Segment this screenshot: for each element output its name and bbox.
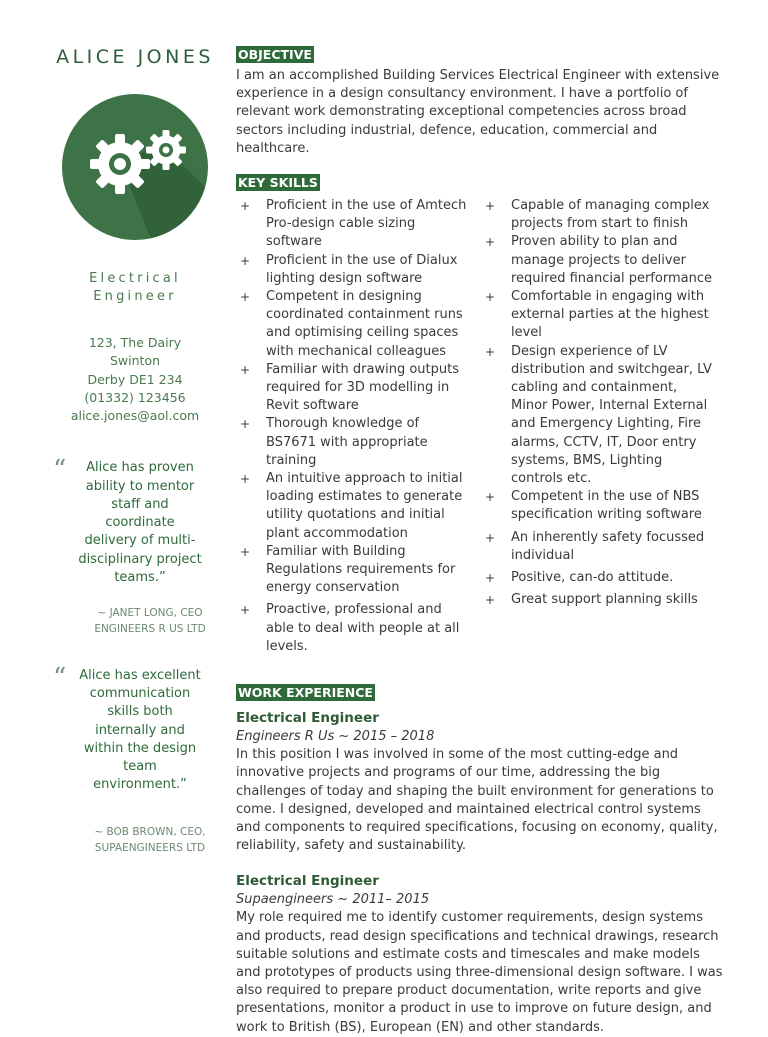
skill-item <box>481 343 726 489</box>
plus-bullet-icon: + <box>240 472 251 487</box>
address-line: Derby DE1 234 <box>87 371 183 387</box>
author-name: ~ BOB BROWN, CEO, <box>94 826 206 839</box>
objective-heading: OBJECTIVE <box>238 47 312 62</box>
skill-item <box>236 415 481 470</box>
skill-item <box>481 488 726 524</box>
email-address: alice.jones@aol.com <box>70 408 200 424</box>
plus-bullet-icon: + <box>485 235 496 250</box>
job-title-line: Engineer <box>93 289 177 304</box>
skill-text: Great support planning skills <box>511 592 698 608</box>
plus-bullet-icon: + <box>485 593 496 608</box>
address-line: 123, The Dairy <box>88 335 182 350</box>
skill-text: Capable of managing complex projects from start to finish <box>511 198 710 232</box>
testimonial-author <box>70 824 230 856</box>
skill-text: Proficient in the use of Dialux lighting design software <box>266 252 458 286</box>
plus-bullet-icon: + <box>485 199 496 214</box>
skill-item <box>481 569 726 587</box>
skill-text: Positive, can-do attitude. <box>511 570 674 586</box>
plus-bullet-icon: + <box>240 544 251 559</box>
testimonial <box>40 662 230 856</box>
skill-item <box>236 601 481 656</box>
skill-item <box>236 543 481 598</box>
job-employer-dates: Engineers R Us ~ 2015 – 2018 <box>236 729 435 745</box>
objective-text: I am an accomplished Building Services Electrical Engineer with extensive experience in a design consultancy environment. I have a portfolio of relevant work demonstrating exceptional competencies across broad sectors including industrial, defence, education, commercial and healthcare. <box>236 68 720 156</box>
phone-number: (01332) 123456 <box>84 389 186 405</box>
skills-section <box>236 172 726 656</box>
testimonial-author <box>70 605 230 637</box>
job-employer-dates: Supaengineers ~ 2011– 2015 <box>236 892 430 908</box>
plus-bullet-icon: + <box>240 253 251 268</box>
skill-item <box>236 252 481 288</box>
skill-text: An inherently safety focussed individual <box>511 529 705 563</box>
skill-item <box>481 591 726 609</box>
skill-item <box>236 361 481 416</box>
skill-text: Comfortable in engaging with external parties at the highest level <box>511 289 709 341</box>
skill-text: Proven ability to plan and manage projects to deliver required financial performance <box>511 234 712 286</box>
plus-bullet-icon: + <box>485 530 496 545</box>
skill-item <box>236 197 481 252</box>
plus-bullet-icon: + <box>485 571 496 586</box>
testimonial <box>40 455 230 636</box>
job-name: Electrical Engineer <box>236 873 379 890</box>
skill-text: Competent in the use of NBS specification writing software <box>511 489 702 523</box>
gears-icon <box>62 94 208 240</box>
sidebar <box>40 40 230 856</box>
skill-text: Familiar with drawing outputs required for 3D modelling in Revit software <box>266 361 459 414</box>
experience-section <box>236 682 726 1037</box>
skill-item <box>481 529 726 565</box>
plus-bullet-icon: + <box>240 199 251 214</box>
job-title <box>40 270 230 306</box>
skill-text: Familiar with Building Regulations requirements for energy conservation <box>266 543 456 596</box>
author-name: ~ JANET LONG, CEO <box>97 606 203 619</box>
plus-bullet-icon: + <box>485 344 496 359</box>
plus-bullet-icon: + <box>240 603 251 618</box>
job-entry <box>236 709 726 855</box>
quote-mark-icon: “ <box>53 662 67 693</box>
testimonial-text: Alice has proven ability to mentor staff and coordinate delivery of multi-disciplinary project teams.” <box>78 460 202 585</box>
skill-text: Competent in designing coordinated containment runs and optimising ceiling spaces with mechanical colleagues <box>266 289 463 359</box>
skills-columns <box>236 197 726 656</box>
skill-text: An intuitive approach to initial loading estimates to generate utility quotations and initial plant accommodation <box>266 471 463 541</box>
skill-text: Proficient in the use of Amtech Pro-design cable sizing software <box>266 198 467 250</box>
skill-item <box>481 288 726 343</box>
skill-text: Proactive, professional and able to deal with people at all levels. <box>266 602 460 654</box>
plus-bullet-icon: + <box>240 417 251 432</box>
job-name: Electrical Engineer <box>236 710 379 727</box>
skill-text: Design experience of LV distribution and switchgear, LV cabling and containment, Minor Power, Internal External and Emergency Lighting, Fire alarms, CCTV, IT, Door entry systems, BMS, Lighting controls etc. <box>511 343 712 487</box>
quote-mark-icon: “ <box>53 455 67 486</box>
plus-bullet-icon: + <box>485 490 496 505</box>
author-company: ENGINEERS R US LTD <box>94 622 206 635</box>
skill-text: Thorough knowledge of BS7671 with appropriate training <box>266 416 428 468</box>
job-title-line: Electrical <box>89 271 181 286</box>
skill-item <box>481 233 726 288</box>
skills-left-column <box>236 197 481 656</box>
author-company: SUPAENGINEERS LTD <box>94 842 206 855</box>
main-content <box>236 44 726 1037</box>
candidate-name: ALICE JONES <box>56 46 214 68</box>
plus-bullet-icon: + <box>240 362 251 377</box>
plus-bullet-icon: + <box>485 290 496 305</box>
job-description: My role required me to identify customer requirements, design systems and products, read design specifications and technical drawings, research suitable solutions and estimate costs and timescales and make models and prototypes of products using three-dimensional design software. I was also required to prepare product documentation, write reports and give presentations, monitor a product in use to improve on future design, and work to British (BS), European (EN) and other standards. <box>236 910 723 1035</box>
objective-section <box>236 44 726 158</box>
skill-item <box>481 197 726 233</box>
address-line: Swinton <box>109 353 161 369</box>
job-description: In this position I was involved in some of the most cutting-edge and innovative projects and programs of our time, addressing the big challenges of today and shaping the built environment for generations to come. I designed, developed and maintained electrical control systems and components to required specifications, focusing on economy, quality, reliability, safety and sustainability. <box>236 747 718 854</box>
skill-item <box>236 288 481 361</box>
skills-heading: KEY SKILLS <box>238 175 318 191</box>
skill-item <box>236 470 481 543</box>
contact-details <box>40 334 230 425</box>
testimonial-text: Alice has excellent communication skills both internally and within the design team environment.” <box>79 667 201 793</box>
job-entry <box>236 872 726 1036</box>
experience-heading: WORK EXPERIENCE <box>238 685 373 701</box>
skills-right-column <box>481 197 726 656</box>
plus-bullet-icon: + <box>240 290 251 305</box>
